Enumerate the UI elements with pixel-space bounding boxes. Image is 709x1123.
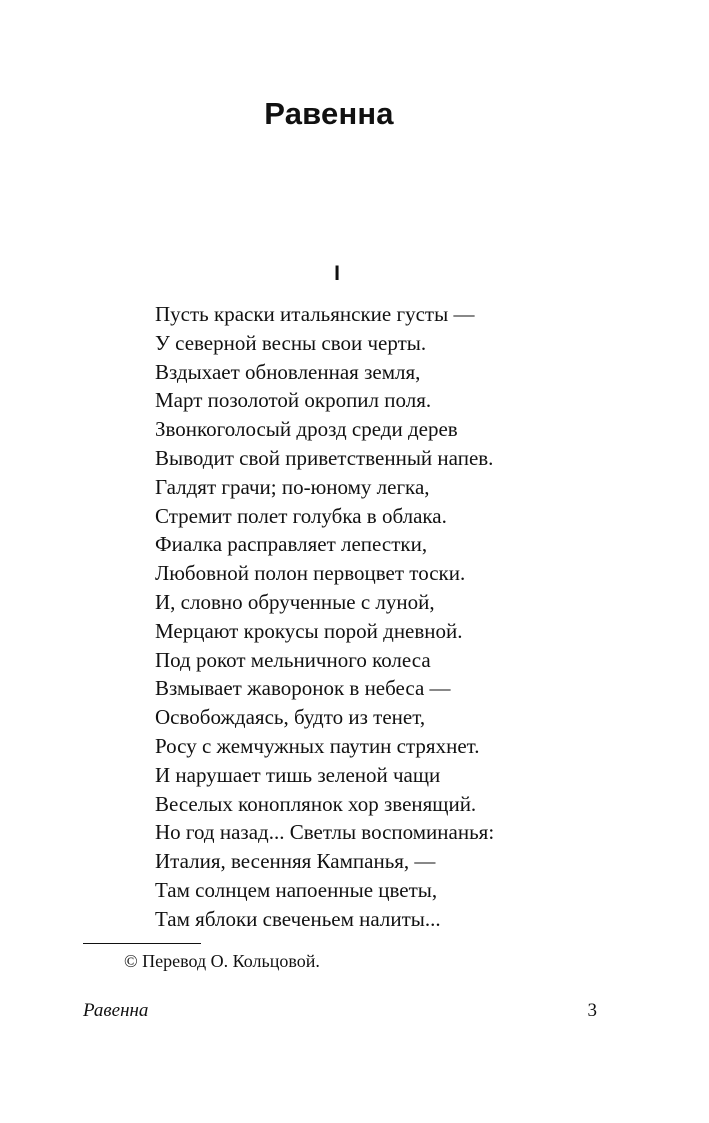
poem-line: Галдят грачи; по-юному легка, xyxy=(155,474,430,499)
poem-line: Мерцают крокусы порой дневной. xyxy=(155,618,463,643)
poem-line: Стремит полет голубка в облака. xyxy=(155,503,447,528)
poem-line: И нарушает тишь зеленой чащи xyxy=(155,762,441,787)
poem-line: Под рокот мельничного колеса xyxy=(155,647,431,672)
poem-line: Веселых коноплянок хор звенящий. xyxy=(155,791,477,816)
poem-line: Росу с жемчужных паутин стряхнет. xyxy=(155,733,480,758)
poem-line: И, словно обрученные с луной, xyxy=(155,589,435,614)
poem-line: Но год назад... Светлы воспоминанья: xyxy=(155,820,495,845)
translator-footnote: © Перевод О. Кольцовой. xyxy=(124,951,320,971)
page-number: 3 xyxy=(587,1000,597,1021)
poem-line: Звонкоголосый дрозд среди дерев xyxy=(155,417,458,442)
section-number: I xyxy=(334,262,340,285)
poem-line: У северной весны свои черты. xyxy=(155,330,427,355)
poem-line: Вздыхает обновленная земля, xyxy=(155,359,421,384)
running-footer: Равенна xyxy=(83,1000,149,1021)
page-title: Равенна xyxy=(264,96,394,131)
footnote-divider xyxy=(83,943,201,944)
poem-line: Там солнцем напоенные цветы, xyxy=(155,877,438,902)
poem-line: Освобождаясь, будто из тенет, xyxy=(155,705,426,730)
poem-line: Взмывает жаворонок в небеса — xyxy=(155,676,451,701)
poem-line: Фиалка расправляет лепестки, xyxy=(155,532,428,557)
poem-line: Пусть краски итальянские густы — xyxy=(155,302,475,326)
poem-line: Март позолотой окропил поля. xyxy=(155,388,432,413)
poem-line: Любовной полон первоцвет тоски. xyxy=(155,561,466,586)
poem-line: Там яблоки свеченьем налиты... xyxy=(155,906,441,931)
poem-line: Италия, весенняя Кампанья, — xyxy=(155,849,436,874)
poem-stanza xyxy=(155,300,494,934)
poem-line: Выводит свой приветственный напев. xyxy=(155,445,494,470)
